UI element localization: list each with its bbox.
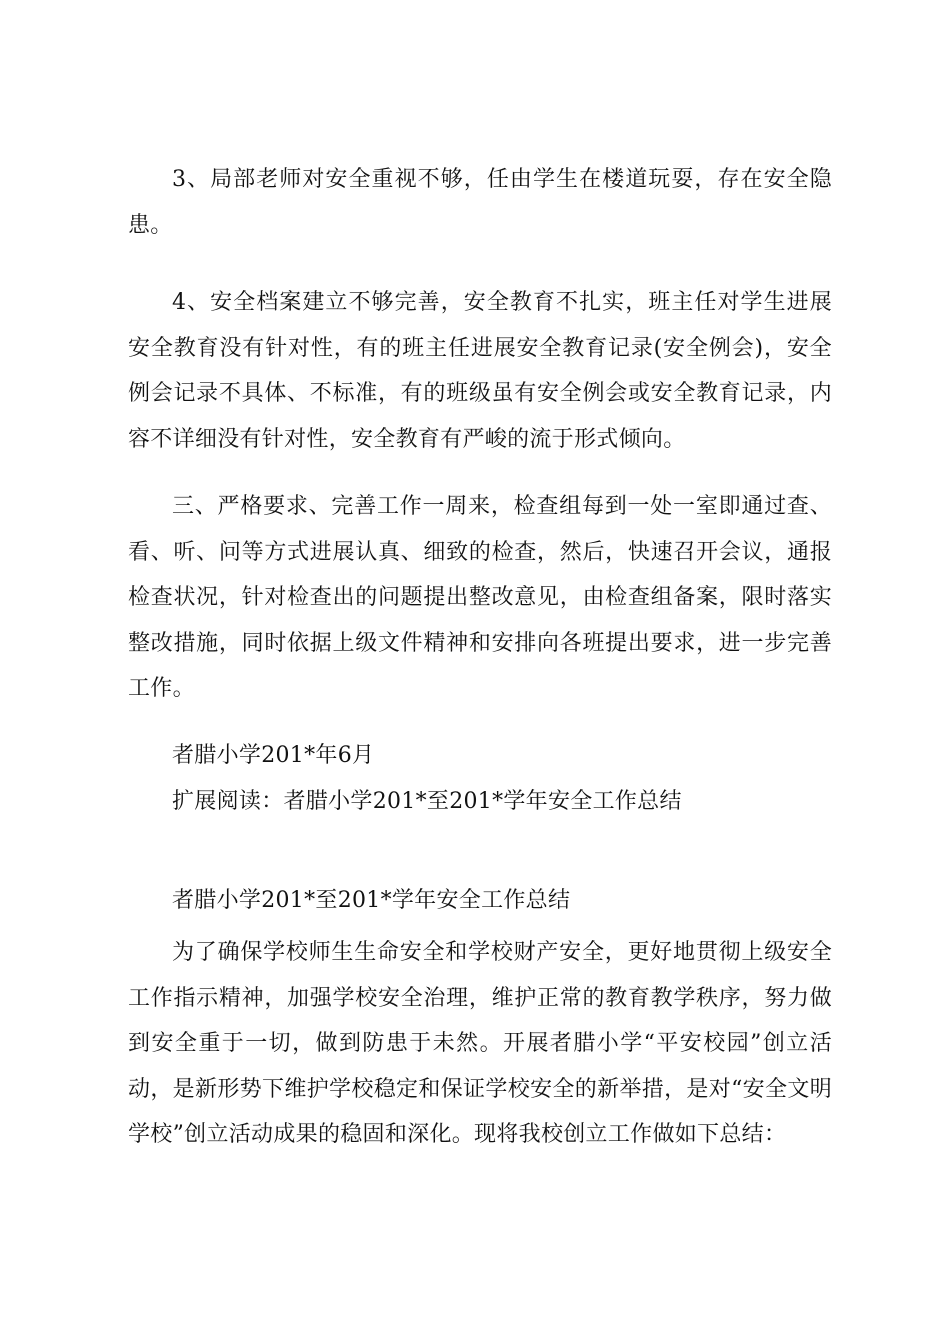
signature-date: 者腊小学201*年6月 [172,743,375,768]
paragraph-2: 4、安全档案建立不够完善，安全教育不扎实，班主任对学生进展安全教育没有针对性，有的班主任进展安全教育记录(安全例会)，安全例会记录不具体、不标准，有的班级虽有安全例会或安全教育记录，内容不详细没有针对性，安全教育有严峻的流于形式倾向。 [128,290,832,452]
paragraph-1: 3、局部老师对安全重视不够，任由学生在楼道玩耍，存在安全隐患。 [128,167,832,238]
extended-reading-link: 扩展阅读：者腊小学201*至201*学年安全工作总结 [172,789,682,814]
paragraph-intro: 为了确保学校师生生命安全和学校财产安全，更好地贯彻上级安全工作指示精神，加强学校安全治理，维护正常的教育教学秩序，努力做到安全重于一切，做到防患于未然。开展者腊小学“平安校园”创立活动，是新形势下维护学校稳定和保证学校安全的新举措，是对“安全文明学校”创立活动成果的稳固和深化。现将我校创立工作做如下总结： [128,940,832,1147]
paragraph-3: 三、严格要求、完善工作一周来，检查组每到一处一室即通过查、看、听、问等方式进展认真、细致的检查，然后，快速召开会议，通报检查状况，针对检查出的问题提出整改意见，由检查组备案，限时落实整改措施，同时依据上级文件精神和安排向各班提出要求，进一步完善工作。 [128,494,832,701]
section-title: 者腊小学201*至201*学年安全工作总结 [172,888,571,913]
